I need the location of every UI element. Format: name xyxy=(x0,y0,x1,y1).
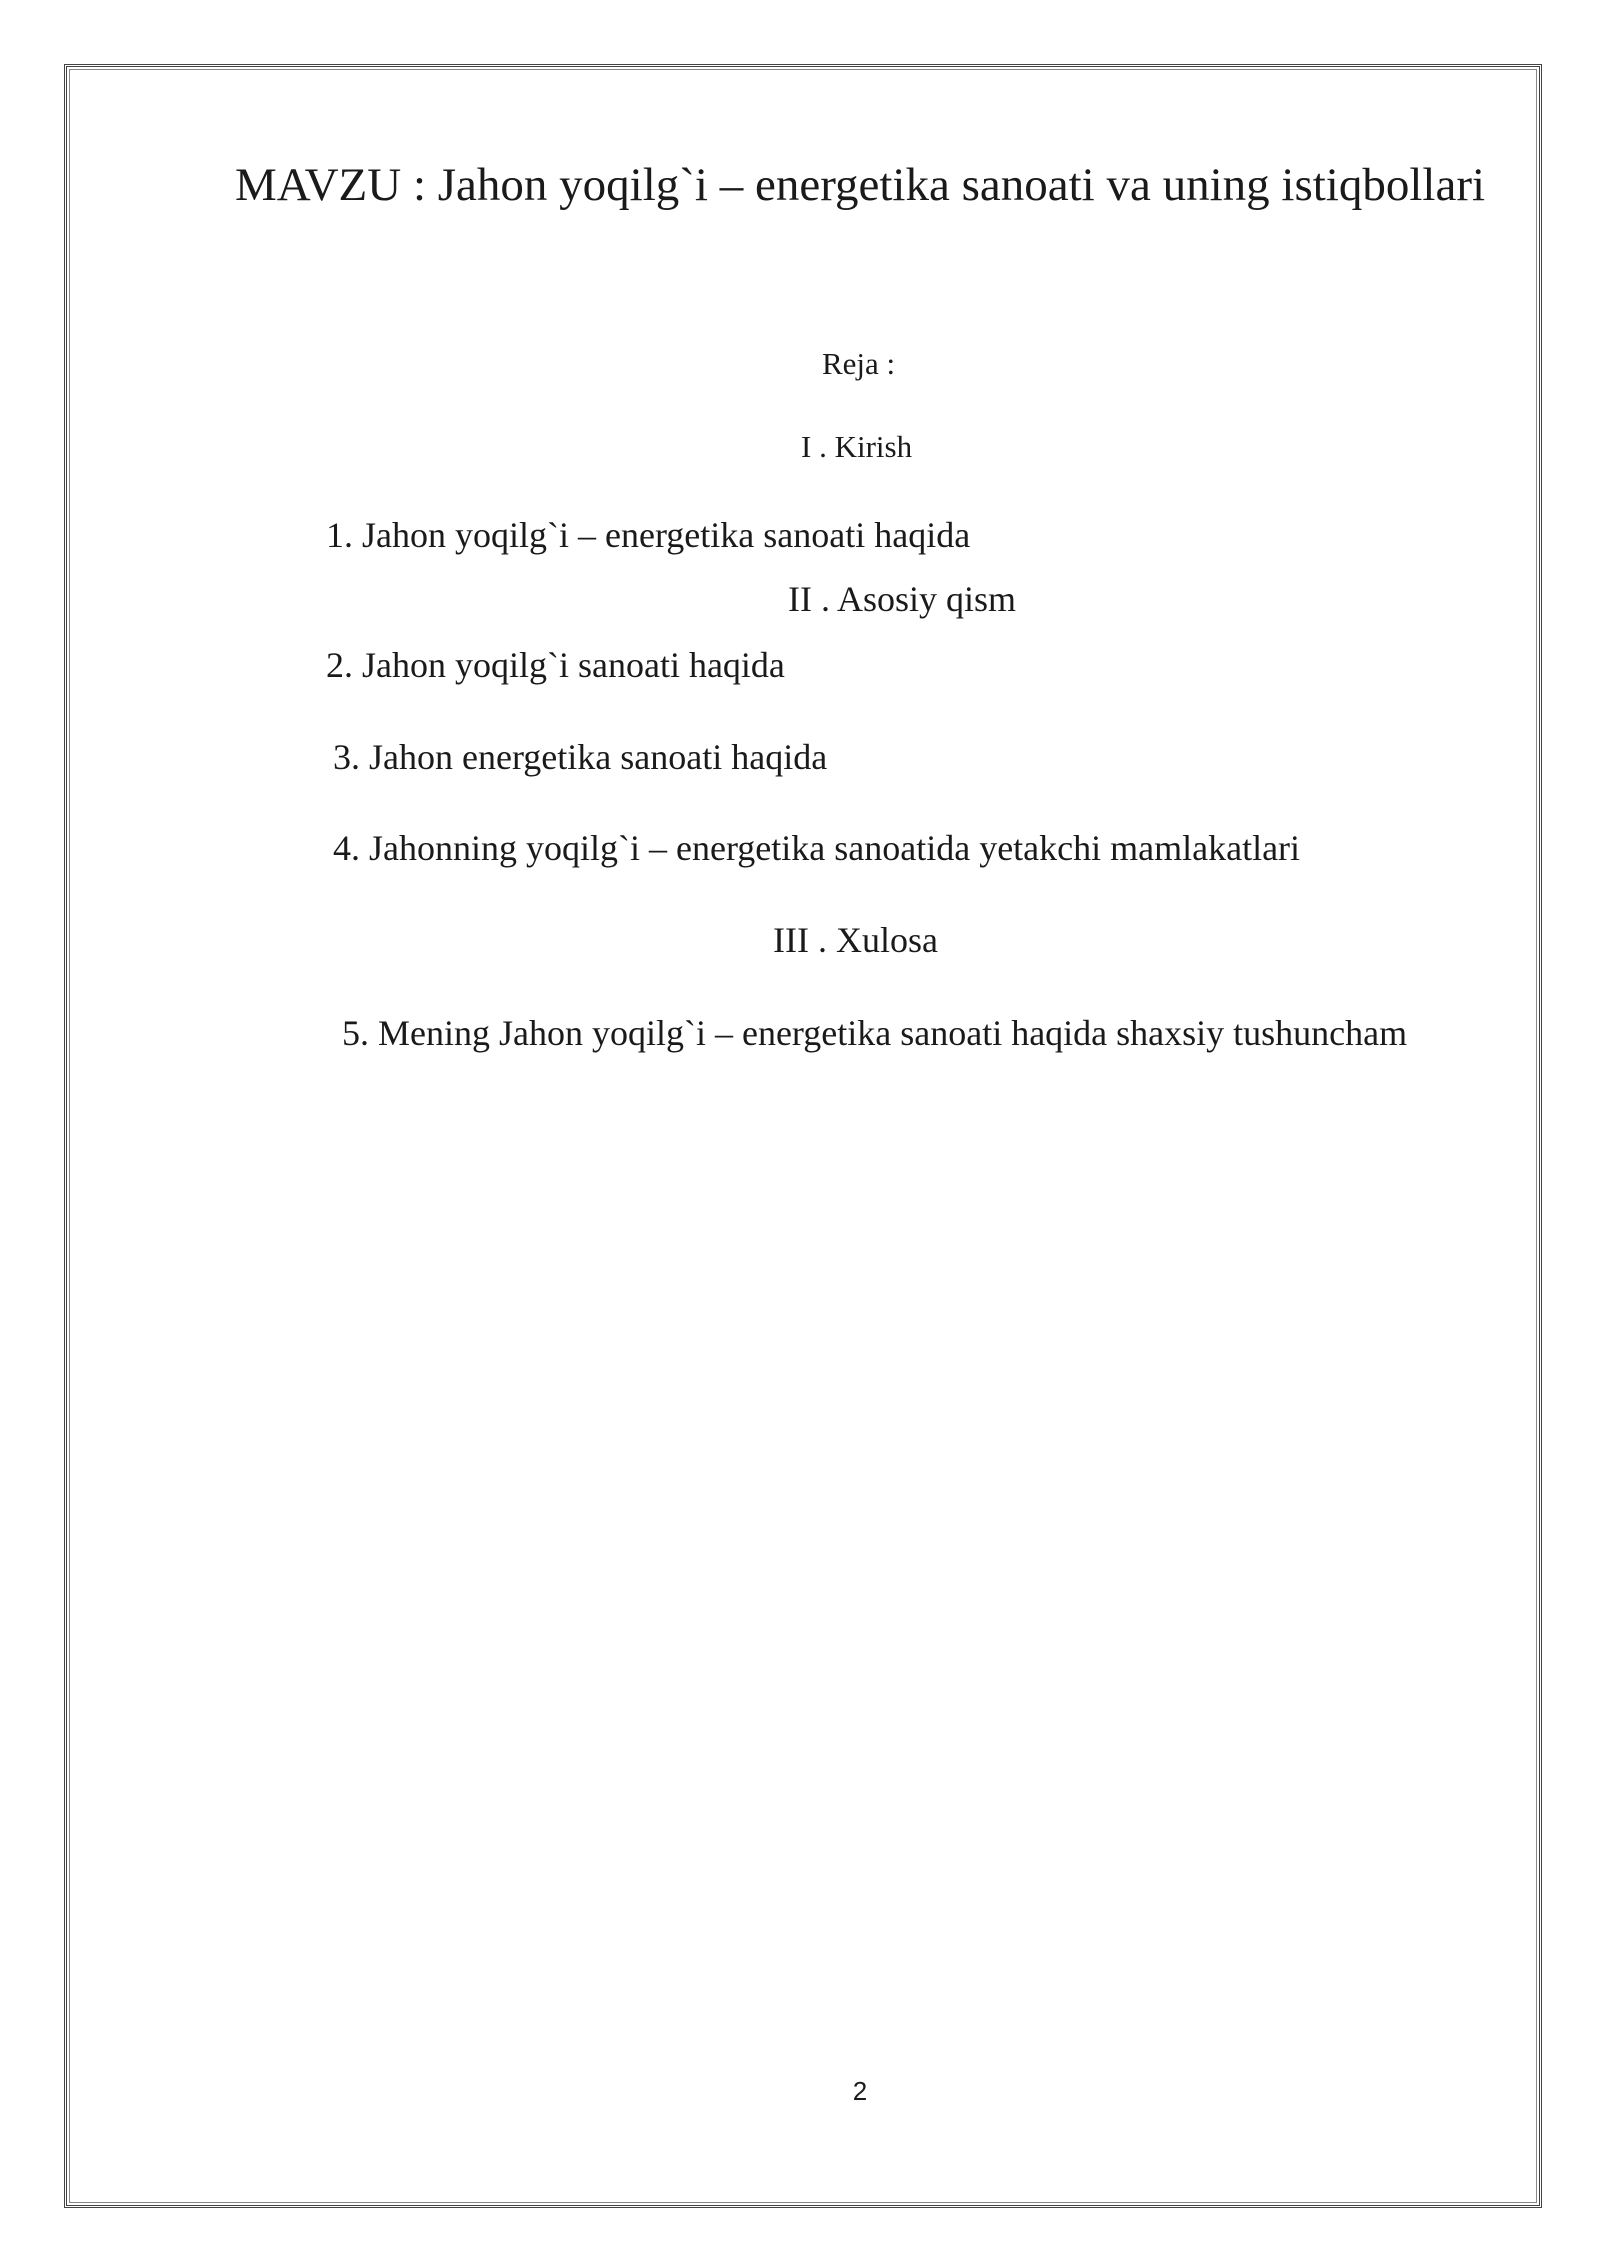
section-heading-conclusion: III . Xulosa xyxy=(773,920,938,960)
plan-item-4: 4. Jahonning yoqilg`i – energetika sanoatida yetakchi mamlakatlari xyxy=(333,828,1301,868)
page-border xyxy=(64,64,1542,2208)
plan-item-3: 3. Jahon energetika sanoati haqida xyxy=(333,737,828,777)
section-heading-main: II . Asosiy qism xyxy=(788,579,1017,619)
document-title: MAVZU : Jahon yoqilg`i – energetika sanoati va uning istiqbollari xyxy=(234,159,1486,211)
page-number: 2 xyxy=(852,2076,868,2106)
plan-item-5: 5. Mening Jahon yoqilg`i – energetika sanoati haqida shaxsiy tushuncham xyxy=(342,1013,1408,1053)
section-heading-intro: I . Kirish xyxy=(801,429,913,464)
plan-heading: Reja : xyxy=(822,346,896,381)
plan-item-2: 2. Jahon yoqilg`i sanoati haqida xyxy=(326,645,785,685)
plan-item-1: 1. Jahon yoqilg`i – energetika sanoati haqida xyxy=(326,515,971,555)
